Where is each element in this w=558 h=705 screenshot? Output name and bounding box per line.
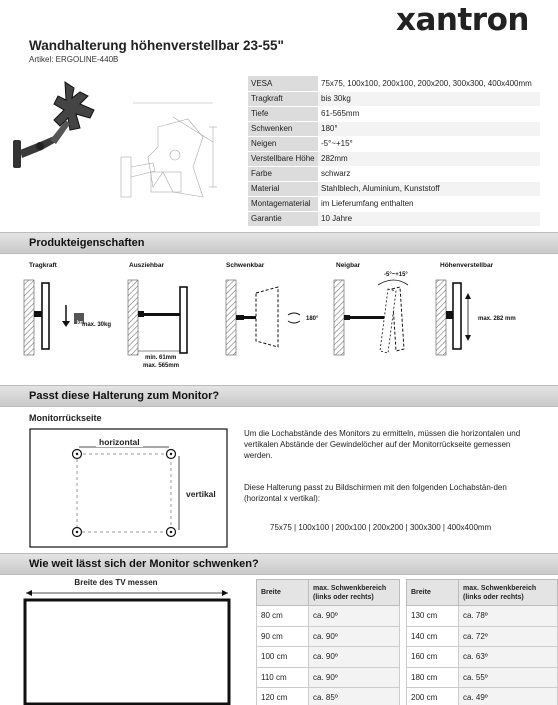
spec-value: 61-565mm — [318, 106, 540, 121]
width-cell: 200 cm — [407, 688, 459, 705]
spec-key: Montagematerial — [248, 196, 318, 211]
spec-value: -5°~+15° — [318, 136, 540, 151]
angle-cell: ca. 49º — [459, 688, 558, 705]
section-title: Passt diese Halterung zum Monitor? — [29, 390, 220, 402]
load-value: max. 30kg — [82, 322, 112, 328]
col-angle-header: max. Schwenkbereich (links oder rechts) — [309, 580, 400, 606]
angle-cell: ca. 90º — [309, 606, 400, 627]
section-band-features — [0, 232, 558, 254]
spec-value: bis 30kg — [318, 91, 540, 106]
angle-cell: ca. 90º — [309, 626, 400, 647]
spec-row — [248, 166, 540, 181]
spec-key: VESA — [248, 76, 318, 91]
spec-row — [248, 181, 540, 196]
spec-row — [248, 121, 540, 136]
brand-logo: xantron — [396, 2, 529, 38]
section-band-swivel — [0, 553, 558, 575]
width-cell: 80 cm — [257, 606, 309, 627]
width-cell: 90 cm — [257, 626, 309, 647]
article-number: Artikel: ERGOLINE-440B — [29, 55, 119, 64]
feature-label: Neigbar — [336, 262, 361, 269]
feature-label: Tragkraft — [29, 262, 57, 269]
table-row — [407, 688, 558, 705]
table-row — [407, 647, 558, 668]
tv-measure-label: Breite des TV messen — [74, 578, 158, 587]
spec-key: Verstellbare Höhe — [248, 151, 318, 166]
spec-value: 180° — [318, 121, 540, 136]
swivel-value: 180° — [306, 316, 319, 322]
spec-value: schwarz — [318, 166, 540, 181]
col-width-header: Breite — [407, 580, 459, 606]
spec-table — [248, 76, 540, 227]
section-title: Wie weit lässt sich der Monitor schwenken? — [29, 558, 259, 570]
table-row — [257, 606, 400, 627]
angle-cell: ca. 63º — [459, 647, 558, 668]
tilt-illustration — [330, 275, 430, 365]
spec-key: Schwenken — [248, 121, 318, 136]
product-title: Wandhalterung höhenverstellbar 23-55" — [29, 38, 284, 53]
table-row — [257, 688, 400, 705]
angle-cell: ca. 55º — [459, 667, 558, 688]
kg-weight-label: kg — [77, 320, 83, 326]
angle-cell: ca. 78º — [459, 606, 558, 627]
spec-value: 10 Jahre — [318, 211, 540, 226]
width-cell: 180 cm — [407, 667, 459, 688]
feature-label: Schwenkbar — [226, 262, 265, 269]
tilt-value: -5°~+15° — [384, 272, 408, 278]
spec-row — [248, 211, 540, 226]
angle-cell: ca. 85º — [309, 688, 400, 705]
fit-description: Diese Halterung passt zu Bildschirmen mit den folgenden Lochabstän-den (horizontal x vertikal): — [244, 483, 507, 503]
feature-label: Höhenverstellbar — [440, 262, 494, 269]
tv-diagram — [22, 588, 234, 705]
product-photo — [10, 70, 110, 175]
spec-row — [248, 196, 540, 211]
swivel-table-left — [256, 579, 400, 705]
load-illustration — [22, 275, 122, 365]
width-cell: 100 cm — [257, 647, 309, 668]
table-row — [257, 647, 400, 668]
section-band-fit — [0, 385, 558, 407]
table-row — [257, 667, 400, 688]
spec-value: 282mm — [318, 151, 540, 166]
spec-value: Stahlblech, Aluminium, Kunststoff — [318, 181, 540, 196]
vertical-label: vertikal — [186, 489, 216, 499]
swivel-table-right — [406, 579, 558, 705]
spec-key: Farbe — [248, 166, 318, 181]
horizontal-label: horizontal — [96, 437, 143, 447]
width-cell: 140 cm — [407, 626, 459, 647]
angle-cell: ca. 90º — [309, 647, 400, 668]
table-row — [257, 626, 400, 647]
spec-row — [248, 106, 540, 121]
feature-label: Ausziehbar — [129, 262, 165, 269]
spec-value: im Lieferumfang enthalten — [318, 196, 540, 211]
table-row — [407, 667, 558, 688]
spec-row — [248, 91, 540, 106]
spec-key: Material — [248, 181, 318, 196]
spec-key: Neigen — [248, 136, 318, 151]
measure-instructions: Um die Lochabstände des Monitors zu ermitteln, müssen die horizontalen und vertikalen Abstände der Gewindelöcher auf der Monitorrückseite gemessen werden. — [244, 429, 521, 460]
spec-value: 75x75, 100x100, 200x100, 200x200, 300x300, 400x400mm — [318, 76, 540, 91]
angle-cell: ca. 90º — [309, 667, 400, 688]
section-title: Produkteigenschaften — [29, 237, 145, 249]
width-cell: 130 cm — [407, 606, 459, 627]
monitor-back-label: Monitorrückseite — [29, 413, 102, 423]
vesa-list: 75x75 | 100x100 | 200x100 | 200x200 | 300x300 | 400x400mm — [270, 523, 492, 532]
width-cell: 160 cm — [407, 647, 459, 668]
max-depth: max. 565mm — [143, 363, 180, 369]
width-cell: 120 cm — [257, 688, 309, 705]
spec-row — [248, 76, 540, 91]
spec-key: Garantie — [248, 211, 318, 226]
table-row — [407, 626, 558, 647]
col-angle-header: max. Schwenkbereich (links oder rechts) — [459, 580, 558, 606]
col-width-header: Breite — [257, 580, 309, 606]
extend-illustration — [120, 275, 220, 365]
angle-cell: ca. 72º — [459, 626, 558, 647]
spec-row — [248, 151, 540, 166]
height-value: max. 282 mm — [478, 316, 516, 322]
spec-row — [248, 136, 540, 151]
min-depth: min. 61mm — [145, 355, 177, 361]
technical-drawing — [113, 97, 233, 217]
width-cell: 110 cm — [257, 667, 309, 688]
spec-key: Tragkraft — [248, 91, 318, 106]
spec-key: Tiefe — [248, 106, 318, 121]
table-row — [407, 606, 558, 627]
